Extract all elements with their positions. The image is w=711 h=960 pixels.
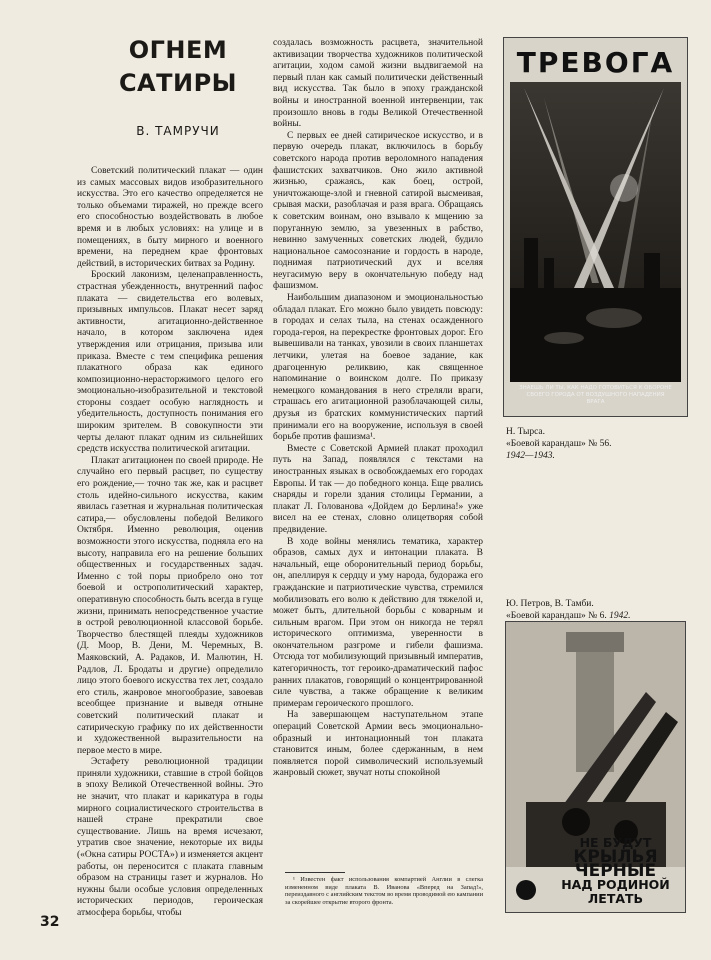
paragraph: Броский лаконизм, целенаправленность, страстная убежденность, внутренний пафос плаката — свидетельства его волевых, призывных импульсов. Плакат несет заряд активности, агитационно-действенное начало, в котором заключена идея утверждения или отрицания, призыва или приказа. Вместе с тем специфика решения плакатного образа как единого композиционно-нерасторжимого целого его эмоционально-изобразительной и текстовой стороны создает особую наглядность и убедительность, доступность понимания его широким зрителем. В совокупности эти черты делают плакат одним из сильнейших средств искусства политической агитации. (77, 270, 263, 455)
poster-2-author: Ю. Петров, В. Тамби. (506, 599, 594, 609)
poster-2-year: 1942. (609, 611, 631, 621)
poster-title: ТРЕВОГА (516, 46, 675, 79)
poster-1-author: Н. Тырса. (506, 427, 545, 437)
poster-slogan (550, 836, 681, 906)
paragraph: Плакат агитационен по своей природе. Не случайно его первый расцвет, по существу его рождение,— точно так же, как и расцвет столь идейно-сильного искусства, каким явилась газетная и журнальная политическая сатира,— обусловлены победой Великого Октября. Именно революция, оценив возможности этого искусства, подняла его на высоту, направила его на решение больших общественных и государственных задач. Именно с той поры приобрело оно тот боевой и острополитический характер, оперативную способность быть всегда в гуще жизни, принимать непосредственное участие в острой революционной классовой борьбе. Творчество блестящей плеяды художников (Д. Моор, В. Дени, М. Черемных, В. Маяковский, А. Радаков, И. Малютин, Н. Радлов, Л. Бродаты и другие) определило лицо этого боевого искусства тех лет, создало его стиль, жанровое многообразие, завоевав всеобщее признание и выведя отныне советский политический плакат и сатирическую графику по их действенности и художественной выразительности на первое место в мире. (77, 455, 263, 756)
paragraph: Советский политический плакат — один из самых массовых видов изобразительного искусства. Это его качество определяется не только объемами тиражей, но прежде всего его способностью воздействовать в любое время и в любых условиях: на улице и в помещениях, в быту мирного и военного времени, на переднем крае фронтовых действий, в исторических битвах за Родину. (77, 166, 263, 269)
slogan-line-2: КРЫЛЬЯ ЧЕРНЫЕ (573, 847, 658, 881)
text-column-2 (273, 38, 483, 872)
footnote-rule (285, 872, 345, 873)
poster-1-source: «Боевой карандаш» № 56. (506, 439, 612, 449)
slogan-line-3: НАД РОДИНОЙ ЛЕТАТЬ (561, 877, 670, 906)
poster-1-year: 1942—1943. (506, 451, 555, 461)
paragraph: Наибольшим диапазоном и эмоциональностью обладал плакат. Его можно было увидеть повсюду: в городах и селах тыла, на стенах осажденного города-героя, на перекрестке фронтовых дорог. Его вывешивали на танках, увозили в своих планшетах летчики, улетая на боевое задание, как драгоценную реликвию, как священное напоминание о воинском долге. По приказу немецкого командования в него стреляли враги, страшась его агитационной разоблачающей силы, друзья из братских коммунистических партий принимали его на вооружение, используя в своей борьбе против фашизма¹. (273, 293, 483, 443)
poster-trevoga-artwork (504, 38, 687, 416)
poster-inner-caption: ЗНАЕШЬ ЛИ ТЫ, КАК НАДО ГОТОВИТЬСЯ К ОБОРОНЕ СВОЕГО ГОРОДА ОТ ВОЗДУШНОГО НАПАДЕНИЯ ВРАГА (519, 385, 672, 405)
title-line-2: САТИРЫ (118, 69, 238, 97)
article-author: В. ТАМРУЧИ (136, 124, 220, 138)
poster-1-caption (506, 426, 696, 462)
footnote-text: ¹ Известен факт использования компартией Англии в слегка измененном виде плаката В. Иванова «Вперед на Запад!», переиздавного с английским текстом во время проводимой ею кампании за скорейшее открытие второго фронта. (285, 876, 483, 906)
paragraph: С первых ее дней сатирическое искусство, и в первую очередь плакат, включилось в борьбу советского народа против вероломного нападения фашистских захватчиков. Оно жило активной жизнью, сражаясь, как боец, острой, уничтожающе-злой и гневной сатирой высмеивая, срывая маски, разоблачая и разя врага. Обращаясь к советским воинам, оно взывало к мщению за поруганную землю, за увезенных в рабство, невинно замученных советских людей, будило национальное самосознание и гордость в народе, поднимая патриотический дух и вселяя неугасимую веру в окончательную победу над фашизмом. (273, 130, 483, 292)
paragraph: создалась возможность расцвета, значительной активизации творчества художников политической агитации, ходом самой жизни выдвигаемой на первый план как самый политически действенный вид искусства. Так было в эпоху гражданской войны и иностранной военной интервенции, так произошло вновь в годы Великой Отечественной войны. (273, 38, 483, 130)
poster-2-caption (506, 598, 711, 622)
paragraph: В ходе войны менялись тематика, характер образов, самых дух и интонации плаката. В начальный, еще оборонительный период борьбы, он, апеллируя к сердцу и уму народа, будоража его гражданские и патриотические чувства, стремился мобилизовать его волю к действию для тяжелой и, может быть, длительной борьбы с коварным и сильным врагом. При этом он никогда не терял исторического оптимизма, уверенности в окончательном разгроме и гибели фашизма. Отсюда тот мобилизующий призывный императив, категоричность, тот героико-драматический пафос ранних плакатов, говорящий о концентрированной силе чувства, а также обращение к великим примерам героического прошлого. (273, 536, 483, 709)
article-title (98, 34, 258, 100)
paragraph: Вместе с Советской Армией плакат проходил путь на Запад, появлялся с текстами на иностранных языках в освобождаемых его городах Европы. И так — до победного конца. Еще рвались снаряды и горели здания столицы Германии, а плакат Л. Голованова «Дойдем до Берлина!» уже висел на ее стенах, словно олицетворяя собой предвидение. (273, 443, 483, 535)
text-column-1 (77, 166, 263, 918)
poster-emblem (516, 880, 536, 900)
slogan-line-1: НЕ БУДУТ (579, 835, 652, 850)
page-number: 32 (40, 914, 60, 930)
title-line-1: ОГНЕМ (128, 36, 228, 64)
footnote (285, 876, 483, 916)
poster-krylya (506, 622, 685, 912)
poster-trevoga (504, 38, 687, 416)
paragraph: На завершающем наступательном этапе операций Советской Армии весь эмоционально-образный и интонационный тон плаката становится иным, более сдержанным, в нем появляется порой символический используемый жанровый сюжет, звучат ноты спокойной (273, 710, 483, 779)
poster-2-source: «Боевой карандаш» № 6. (506, 611, 607, 621)
paragraph: Эстафету революционной традиции приняли художники, ставшие в строй бойцов в эпоху Великой Отечественной войны. Это не значит, что плакат и карикатура в годы мирного социалистического строительства в нашей стране прекратили свое существование. Лишь на время исчезают, утратив свое значение, некоторые их виды («Окна сатиры РОСТА») и изменяется акцент работы, он переносится с плаката главным образом на страницы газет и журналов. Но нужны были особые условия определенных исторических периодов, героическая атмосфера борьбы, чтобы (77, 757, 263, 918)
